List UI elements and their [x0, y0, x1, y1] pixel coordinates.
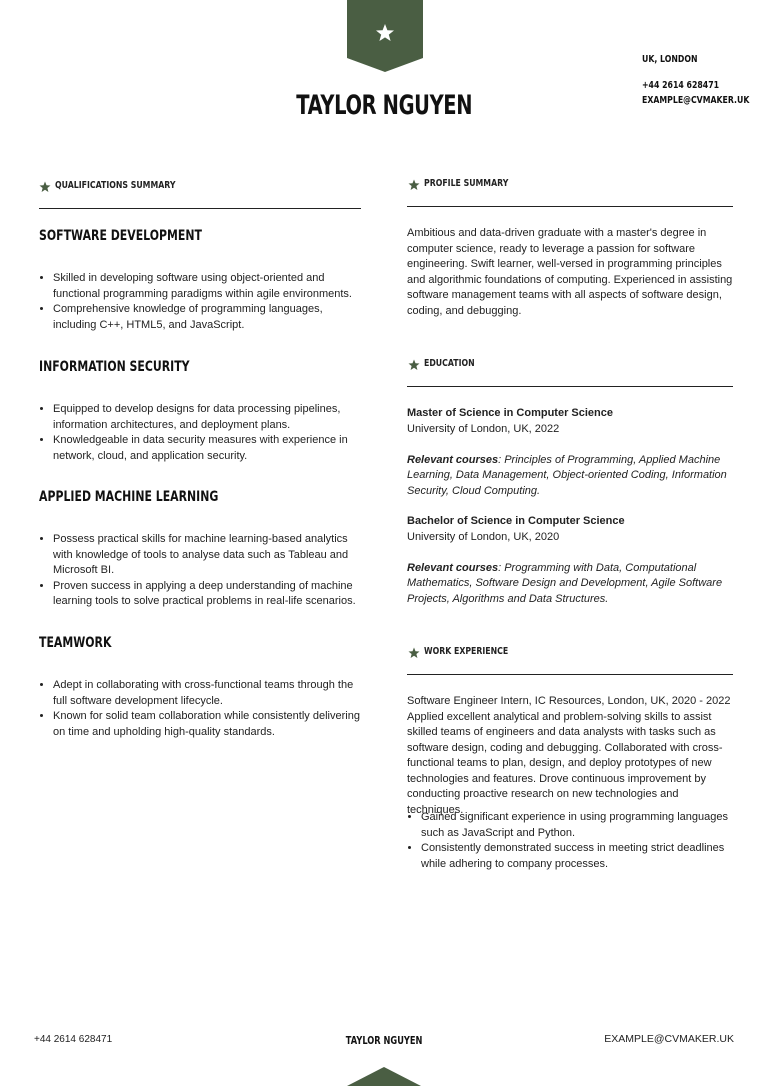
work-role: Software Engineer Intern, IC Resources, London, UK, 2020 - 2022 — [407, 695, 731, 707]
list-item: • Skilled in developing software using object-oriented and functional programming paradigms within agile environments. — [53, 271, 365, 302]
qualifications-heading: QUALIFICATIONS SUMMARY — [39, 180, 239, 196]
location: UK, LONDON — [642, 54, 698, 65]
divider — [39, 208, 361, 209]
list-item: • Possess practical skills for machine learning-based analytics with knowledge of tools to analyse data such as Tableau and Microsoft BI. — [53, 532, 365, 579]
list-item: • Gained significant experience in using programming languages such as JavaScript and Python. — [421, 810, 737, 841]
contact-block — [642, 52, 762, 108]
candidate-name: TAYLOR NGUYEN — [296, 90, 472, 121]
list-item: • Knowledgeable in data security measures with experience in network, cloud, and application security. — [53, 433, 365, 464]
footer-name: TAYLOR NGUYEN — [345, 1034, 423, 1047]
work-heading: WORK EXPERIENCE — [408, 646, 608, 662]
profile-heading: PROFILE SUMMARY — [408, 178, 608, 194]
qualification-title: SOFTWARE DEVELOPMENT — [39, 228, 202, 244]
list-item: • Equipped to develop designs for data processing pipelines, information architectures, and deployment plans. — [53, 402, 365, 433]
qualification-bullets — [39, 271, 365, 333]
education-entry — [407, 514, 735, 607]
courses-label: Relevant courses — [407, 561, 499, 574]
star-icon — [408, 647, 420, 659]
list-item: • Known for solid team collaboration while consistently delivering on time and upholding high-quality standards. — [53, 709, 365, 740]
school: University of London, UK, 2022 — [407, 422, 560, 435]
education-heading: EDUCATION — [408, 358, 608, 374]
qualification-title: TEAMWORK — [39, 635, 112, 651]
degree: Master of Science in Computer Science — [407, 407, 614, 419]
list-item: • Comprehensive knowledge of programming languages, including C++, HTML5, and JavaScript. — [53, 302, 365, 333]
work-entry — [407, 694, 735, 818]
header-banner — [347, 0, 423, 72]
list-item: • Consistently demonstrated success in meeting strict deadlines while adhering to company processes. — [421, 841, 737, 872]
divider — [407, 386, 733, 387]
footer-banner — [347, 1066, 421, 1086]
qualification-bullets — [39, 678, 365, 740]
star-icon — [39, 181, 51, 193]
phone: +44 2614 628471 — [642, 80, 720, 91]
education-entry — [407, 406, 735, 499]
footer-email[interactable]: EXAMPLE@CVMAKER.UK — [604, 1033, 734, 1045]
email[interactable]: EXAMPLE@CVMAKER.UK — [642, 95, 750, 106]
qualification-bullets — [39, 532, 365, 610]
school: University of London, UK, 2020 — [407, 530, 560, 543]
work-bullets — [407, 810, 737, 872]
courses-label: Relevant courses — [407, 453, 499, 466]
courses: : Principles of Programming, Applied Machine Learning, Data Management, Object-oriented Coding, Information Security, Cloud Computing. — [407, 453, 727, 497]
degree: Bachelor of Science in Computer Science — [407, 515, 625, 527]
profile-text: Ambitious and data-driven graduate with a master's degree in computer science, ready to leverage a passion for software engineering. Swift learner, well-versed in programming principles and algorithmic foundations of computing. Experienced in assisting software management teams with all aspects of software design, coding, and debugging. — [407, 227, 733, 317]
list-item: • Adept in collaborating with cross-functional teams through the full software development lifecycle. — [53, 678, 365, 709]
star-icon — [408, 179, 420, 191]
star-icon — [408, 359, 420, 371]
divider — [407, 206, 733, 207]
work-description: Applied excellent analytical and problem-solving skills to assist skilled teams of engineers and data analysts with tasks such as software design, coding and debugging. Collaborated with cross-functional teams to plan, design, and deploy prototypes of new technologies and features. Drove continuous improvement by conducting proactive research on new technologies and techniques. — [407, 710, 723, 816]
qualification-title: INFORMATION SECURITY — [39, 359, 190, 375]
footer-phone: +44 2614 628471 — [34, 1034, 113, 1045]
divider — [407, 674, 733, 675]
courses: : Programming with Data, Computational Mathematics, Software Design and Development, Agile Software Projects, Algorithms and Data Structures. — [407, 561, 723, 605]
qualification-title: APPLIED MACHINE LEARNING — [39, 489, 219, 505]
qualification-bullets — [39, 402, 365, 464]
list-item: • Proven success in applying a deep understanding of machine learning tools to solve practical problems in real-life scenarios. — [53, 579, 365, 610]
